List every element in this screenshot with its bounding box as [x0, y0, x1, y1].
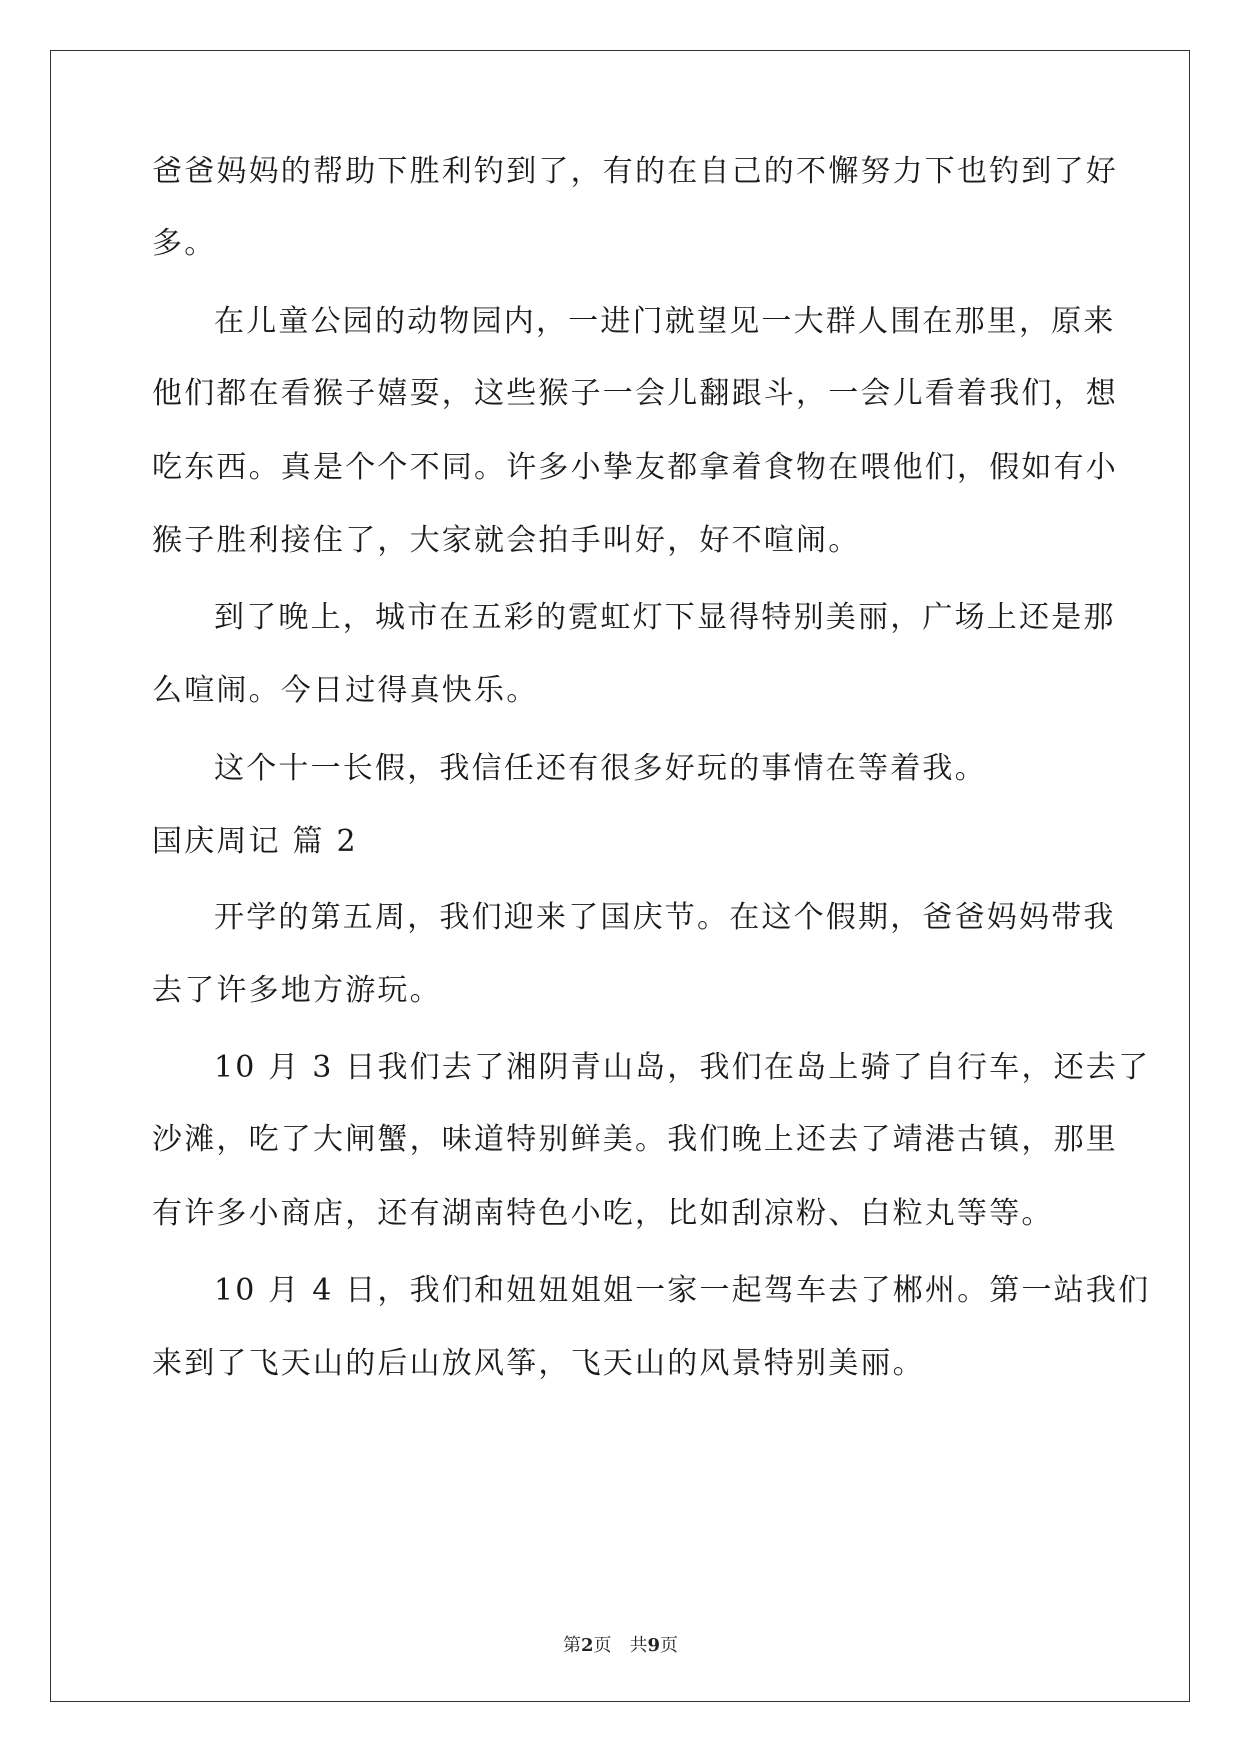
- text-line: 多。: [152, 226, 217, 261]
- paragraph-first-line: 在儿童公园的动物园内，一进门就望见一大群人围在那里，原来: [214, 304, 1116, 339]
- total-prefix: 共: [629, 1635, 648, 1656]
- paragraph-first-line: 10 月 4 日，我们和妞妞姐姐一家一起驾车去了郴州。第一站我们: [214, 1273, 1151, 1308]
- text-line: 来到了飞天山的后山放风筝，飞天山的风景特别美丽。: [152, 1346, 925, 1381]
- text-line: 有许多小商店，还有湖南特色小吃，比如刮凉粉、白粒丸等等。: [152, 1196, 1054, 1231]
- text-line: 猴子胜利接住了，大家就会拍手叫好，好不喧闹。: [152, 523, 861, 558]
- text-line: 么喧闹。今日过得真快乐。: [152, 673, 539, 708]
- section-heading: 国庆周记 篇 2: [152, 824, 358, 859]
- paragraph-first-line: 开学的第五周，我们迎来了国庆节。在这个假期，爸爸妈妈带我: [214, 900, 1116, 935]
- text-line: 他们都在看猴子嬉耍，这些猴子一会儿翻跟斗，一会儿看着我们，想: [152, 376, 1118, 411]
- page-suffix: 页: [593, 1635, 612, 1656]
- paragraph-first-line: 到了晚上，城市在五彩的霓虹灯下显得特别美丽，广场上还是那: [214, 600, 1116, 635]
- text-line: 去了许多地方游玩。: [152, 973, 442, 1008]
- text-line: 沙滩，吃了大闸蟹，味道特别鲜美。我们晚上还去了靖港古镇，那里: [152, 1122, 1118, 1157]
- paragraph-first-line: 10 月 3 日我们去了湘阴青山岛，我们在岛上骑了自行车，还去了: [214, 1050, 1151, 1085]
- text-line: 吃东西。真是个个不同。许多小挚友都拿着食物在喂他们，假如有小: [152, 450, 1118, 485]
- page-footer: [0, 1634, 1241, 1658]
- page-total: 9: [647, 1635, 661, 1656]
- page-prefix: 第: [562, 1635, 581, 1656]
- total-suffix: 页: [660, 1635, 679, 1656]
- page-frame: [50, 50, 1190, 1702]
- text-line: 爸爸妈妈的帮助下胜利钓到了，有的在自己的不懈努力下也钓到了好: [152, 154, 1118, 189]
- paragraph-first-line: 这个十一长假，我信任还有很多好玩的事情在等着我。: [214, 751, 987, 786]
- page-current: 2: [580, 1635, 594, 1656]
